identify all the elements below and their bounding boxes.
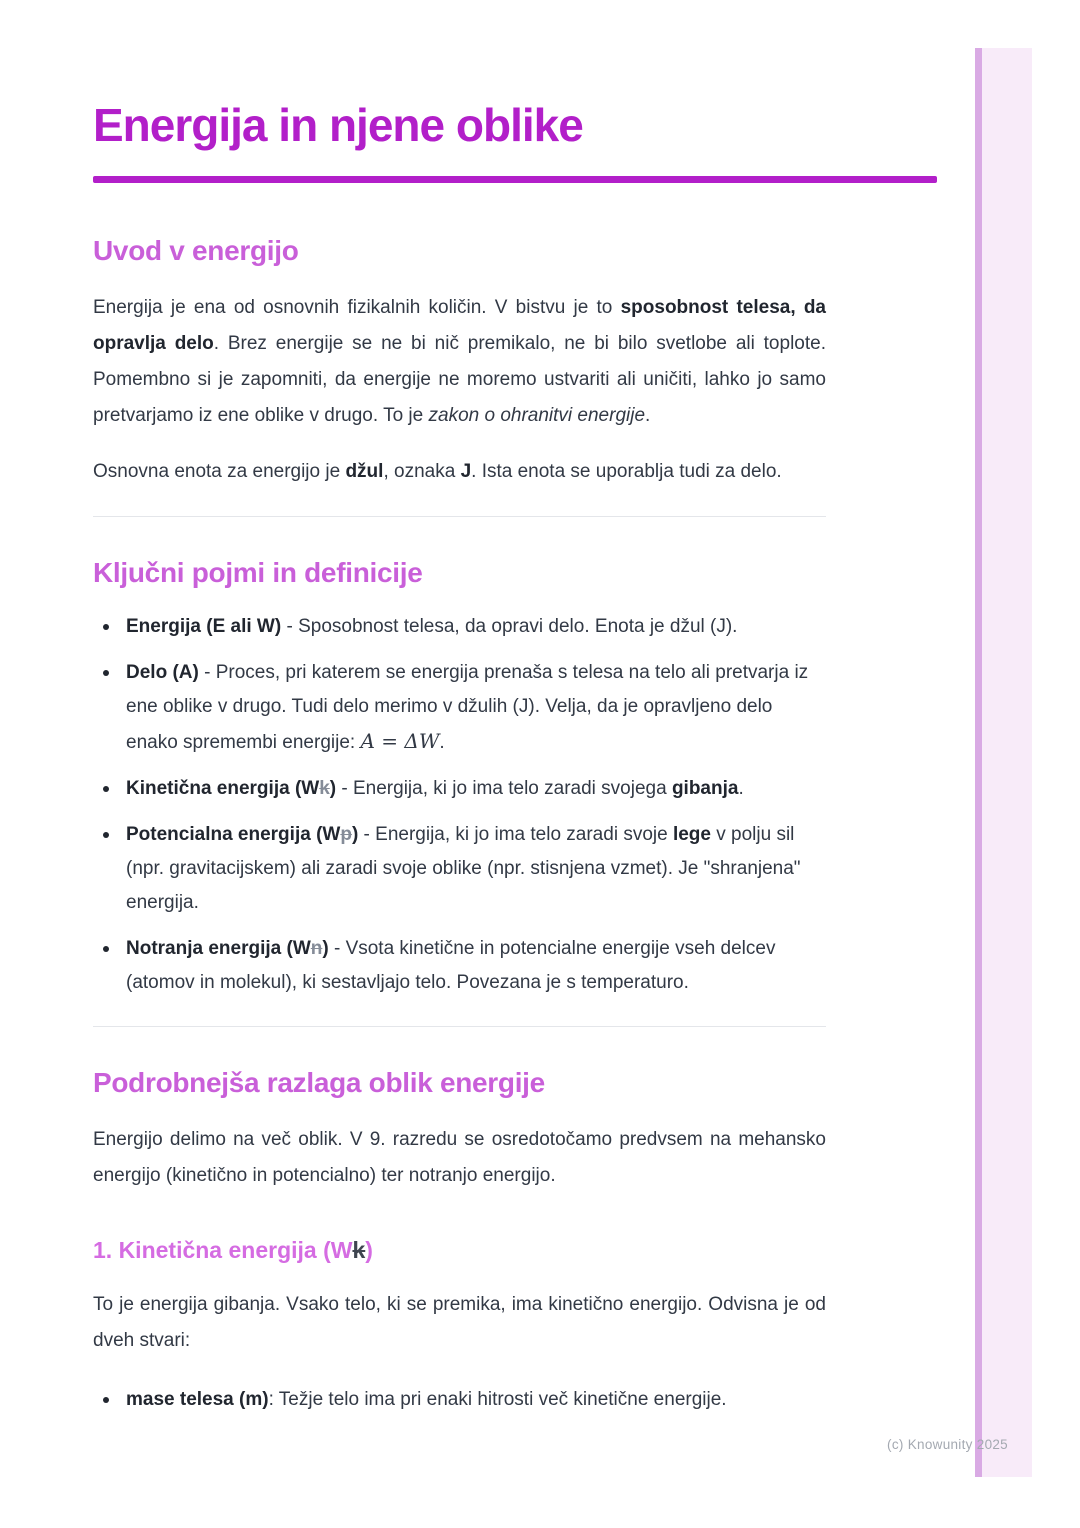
list-item-energija: Energija (E ali W) - Sposobnost telesa, da opravi delo. Enota je džul (J). — [126, 610, 826, 644]
list-item-kineticna: Kinetična energija (Wk) - Energija, ki jo ima telo zaradi svojega gibanja. — [126, 772, 826, 806]
paragraph-enota-dzul: Osnovna enota za energijo je džul, oznaka J. Ista enota se uporablja tudi za delo. — [93, 461, 782, 482]
section-heading-uvod: Uvod v energijo — [93, 235, 299, 266]
paragraph-energija-gibanja: To je energija gibanja. Vsako telo, ki se premika, ima kinetično energijo. Odvisna je od dveh stvari: — [93, 1294, 826, 1351]
copyright-watermark: (c) Knowunity 2025 — [887, 1437, 1008, 1452]
list-item-masa: mase telesa (m): Težje telo ima pri enaki hitrosti več kinetične energije. — [126, 1383, 826, 1417]
paragraph-energija-intro: Energija je ena od osnovnih fizikalnih količin. V bistvu je to sposobnost telesa, da opravlja delo. Brez energije se ne bi nič premikalo, ne bi bilo svetlobe ali toplote. Pomembno si je zapomniti, da energije ne moremo ustvariti ali uničiti, lahko jo samo pretvarjamo iz ene oblike v drugo. To je zakon o ohranitvi energije. — [93, 297, 827, 426]
definitions-list — [93, 610, 826, 1000]
page-title: Energija in njene oblike — [93, 99, 583, 151]
section-uvod — [93, 236, 826, 490]
paragraph-oblike-energije: Energijo delimo na več oblik. V 9. razredu se osredotočamo predvsem na mehansko energijo (kinetično in potencialno) ter notranjo energijo. — [93, 1129, 826, 1186]
right-accent-bar — [975, 48, 1032, 1477]
kineticna-factors-list — [93, 1383, 826, 1417]
list-item-notranja: Notranja energija (Wn) - Vsota kinetične in potencialne energije vseh delcev (atomov in molekul), ki sestavljajo telo. Povezana je s temperaturo. — [126, 932, 826, 1000]
section-razlaga — [93, 1068, 826, 1417]
list-item-delo: Delo (A) - Proces, pri katerem se energija prenaša s telesa na telo ali pretvarja iz ene oblike v drugo. Tudi delo merimo v džulih (J). Velja, da je opravljeno delo enako spremembi energije: A = ΔW. — [126, 656, 826, 760]
list-item-potencialna: Potencialna energija (Wp) - Energija, ki jo ima telo zaradi svoje lege v polju sil (npr. gravitacijskem) ali zaradi svoje oblike (npr. stisnjena vzmet). Je "shranjena" energija. — [126, 818, 826, 920]
section-divider — [93, 1026, 826, 1027]
title-underline — [93, 176, 937, 183]
section-heading-pojmi: Ključni pojmi in definicije — [93, 557, 423, 588]
section-heading-razlaga: Podrobnejša razlaga oblik energije — [93, 1067, 545, 1098]
subsection-heading-kineticna: 1. Kinetična energija (Wk) — [93, 1237, 373, 1263]
section-pojmi — [93, 558, 826, 1000]
section-divider — [93, 516, 826, 517]
document-content — [93, 97, 826, 1417]
